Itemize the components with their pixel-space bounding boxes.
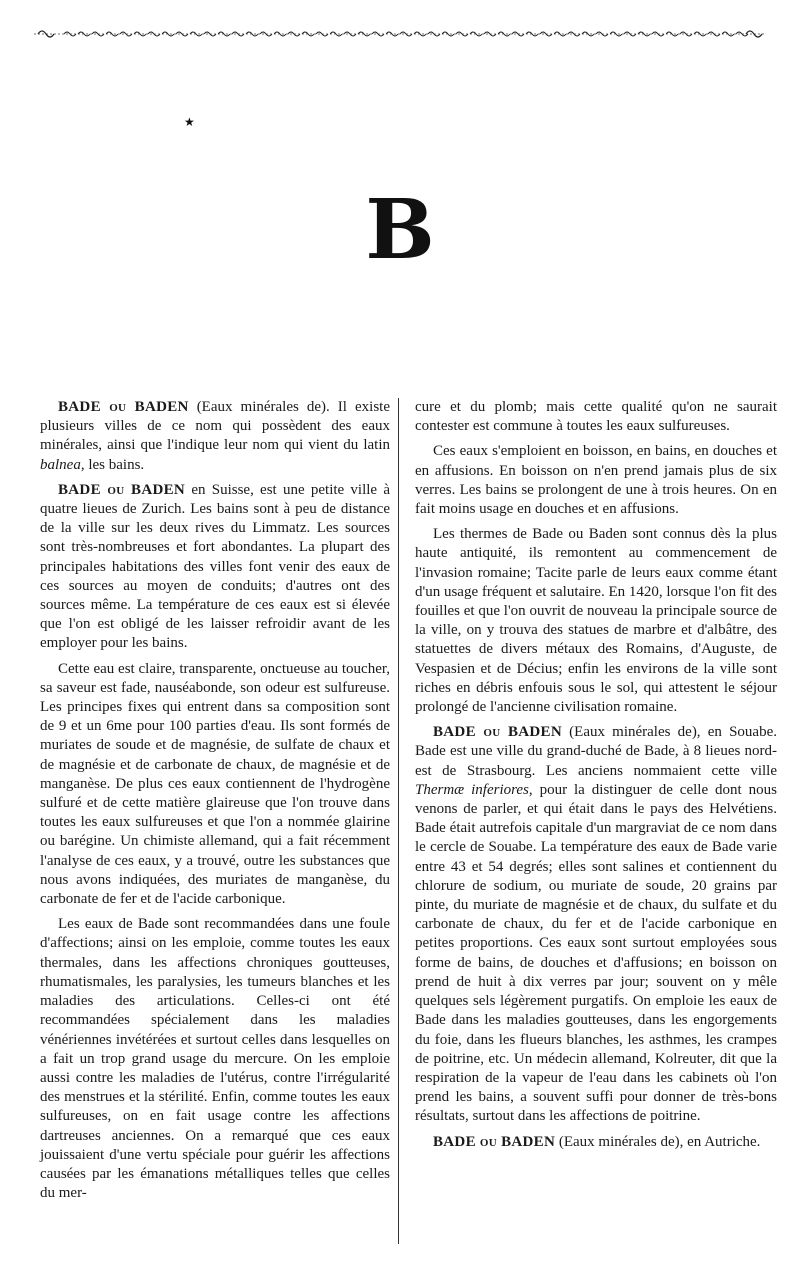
- entry-heading: BADE ou BADEN: [433, 724, 562, 741]
- paragraph-text: en Suisse, est une petite ville à quatre lieues de Zurich. Les bains sont à peu de distance de la ville sur les deux rives du Limmatz. Les sources sont très-nombreuses et fort abondantes. La plupart des principales habitations des villes font venir des eaux de ces sources au moyen de conduits; d'autres ont des sources même. La température de ces eaux est si élevée que l'on est obligé de les laisser refroidir avant de les employer pour les bains.: [40, 481, 390, 652]
- paragraph-text: (Eaux minérales de), en Souabe. Bade est une ville du grand-duché de Bade, à 8 lieues nord-est de Strasbourg. Les anciens nommaient cette ville: [415, 724, 777, 779]
- article-paragraph: [415, 398, 777, 436]
- article-paragraph: [40, 660, 390, 910]
- paragraph-text: Cette eau est claire, transparente, onctueuse au toucher, sa saveur est fade, nauséabonde, son odeur est sulfureuse. Les principes fixes qui entrent dans sa composition sont de 9 et un 6me pour 100 parties d'eau. Ils sont formés de muriates de soude et de magnésie, de sulfate de chaux et de magnésie et de carbonate de chaux, de magnésie et de manganèse. De plus ces eaux contiennent de l'hydrogène sulfuré et de cette matière glaireuse que l'on trouve dans toutes les eaux sulfureuses et que l'on a nommée glairine ou barégine. Un chimiste allemand, qui a fait récemment l'analyse de ces eaux, y a trouvé, outre les substances que nous avons indiquées, des muriates de manganèse, du carbonate de fer et de l'acide carbonique.: [40, 660, 390, 908]
- paragraph-text: Les eaux de Bade sont recommandées dans une foule d'affections; ainsi on les emploie, comme toutes les eaux thermales, dans les affections chroniques goutteuses, rhumatismales, les paralysies, les tumeurs blanches et les maladies des articulations. Celles-ci ont été recommandées spécialement dans les maladies vénériennes invétérées et surtout celles dans lesquelles on a fait un trop grand usage du mercure. On les emploie aussi contre les maladies de l'utérus, contre l'irrégularité des menstrues et la stérilité. Enfin, comme toutes les eaux sulfureuses, on en fait usage contre les affections dartreuses anciennes. On a remarqué que ces eaux jouissaient d'une vertu spéciale pour guérir les affections causées par les émanations métalliques telles que celles du mer-: [40, 916, 390, 1202]
- paragraph-text: , pour la distinguer de celle dont nous venons de parler, et qui était dans le pays des Helvétiens. Bade était autrefois capitale d'un margraviat de ce nom dans le cercle de Souabe. La température des eaux de Bade varie entre 43 et 54 degrés; elles sont salines et contiennent du chlorure de sodium, ou muriate de soude, 20 grains par pinte, du muriate de magnésie et de chaux, du sulfate et du carbonate de chaux, du fer et de l'acide carbonique en petites proportions. Ces eaux sont surtout employées sous forme de bains, de douches et d'affusions; en boisson on prend de huit à dix verres par jour; souvent on y mêle quelques sels légèrement purgatifs. On emploie les eaux de Bade dans les maladies goutteuses, dans les engorgements du foie, dans les flueurs blanches, les asthmes, les crampes de poitrine, etc. Un médecin allemand, Kolreuter, dit que la respiration de la vapeur de l'eau dans les cabinets où l'on prend les bains, a souvent suffi pour donner de très-bons résultats, surtout dans les affections de poitrine.: [415, 781, 777, 1125]
- asterisk-mark: ★: [184, 115, 195, 129]
- section-letter: B: [365, 182, 435, 278]
- entry-heading: BADE ou BADEN: [433, 1133, 556, 1150]
- entry-heading: BADE ou BADEN: [58, 481, 186, 498]
- paragraph-text: (Eaux minérales de). Il existe plusieurs villes de ce nom qui possèdent des eaux minérales, ainsi que l'indique leur nom qui vient du latin: [40, 399, 390, 454]
- article-paragraph: [415, 525, 777, 717]
- article-paragraph: [415, 1133, 777, 1152]
- italic-term: balnea: [40, 456, 81, 473]
- entry-heading: BADE ou BADEN: [58, 399, 189, 415]
- italic-term: Thermæ inferiores: [415, 781, 529, 798]
- right-column: [415, 398, 777, 1158]
- decorative-border-ornament: [34, 28, 766, 40]
- paragraph-text: (Eaux minérales de), en Autriche.: [555, 1133, 761, 1150]
- left-column: [40, 398, 390, 1209]
- paragraph-text: , les bains.: [80, 456, 145, 473]
- column-divider: [398, 398, 399, 1244]
- article-paragraph: [40, 398, 390, 475]
- paragraph-text: Ces eaux s'emploient en boisson, en bains, en douches et en affusions. En boisson on n'en prend jamais plus de six verres. Les bains se prolongent de une à trois heures. On en fait moins usage en douches et en affusions.: [415, 443, 777, 518]
- article-columns: [40, 398, 780, 1260]
- article-paragraph: [40, 481, 390, 654]
- article-paragraph: [40, 915, 390, 1203]
- paragraph-text: cure et du plomb; mais cette qualité qu'on ne saurait contester est commune à toutes les eaux sulfureuses.: [415, 399, 777, 435]
- article-paragraph: [415, 723, 777, 1126]
- paragraph-text: Les thermes de Bade ou Baden sont connus dès la plus haute antiquité, ils remontent au commencement de l'invasion romaine; Tacite parle de leurs eaux comme étant d'un usage fréquent et salutaire. En 1420, lorsque l'on fit des fouilles et que l'on ouvrit de nouveau la principale source de la ville, on y trouva des statues de marbre et d'albâtre, des statuettes de divers métaux des Romains, d'Auguste, de Vespasien et de Décius; enfin les environs de la ville sont riches en débris enfouis sous le sol, qui attestent le séjour prolongé de l'ancienne civilisation romaine.: [415, 526, 777, 716]
- article-paragraph: [415, 442, 777, 519]
